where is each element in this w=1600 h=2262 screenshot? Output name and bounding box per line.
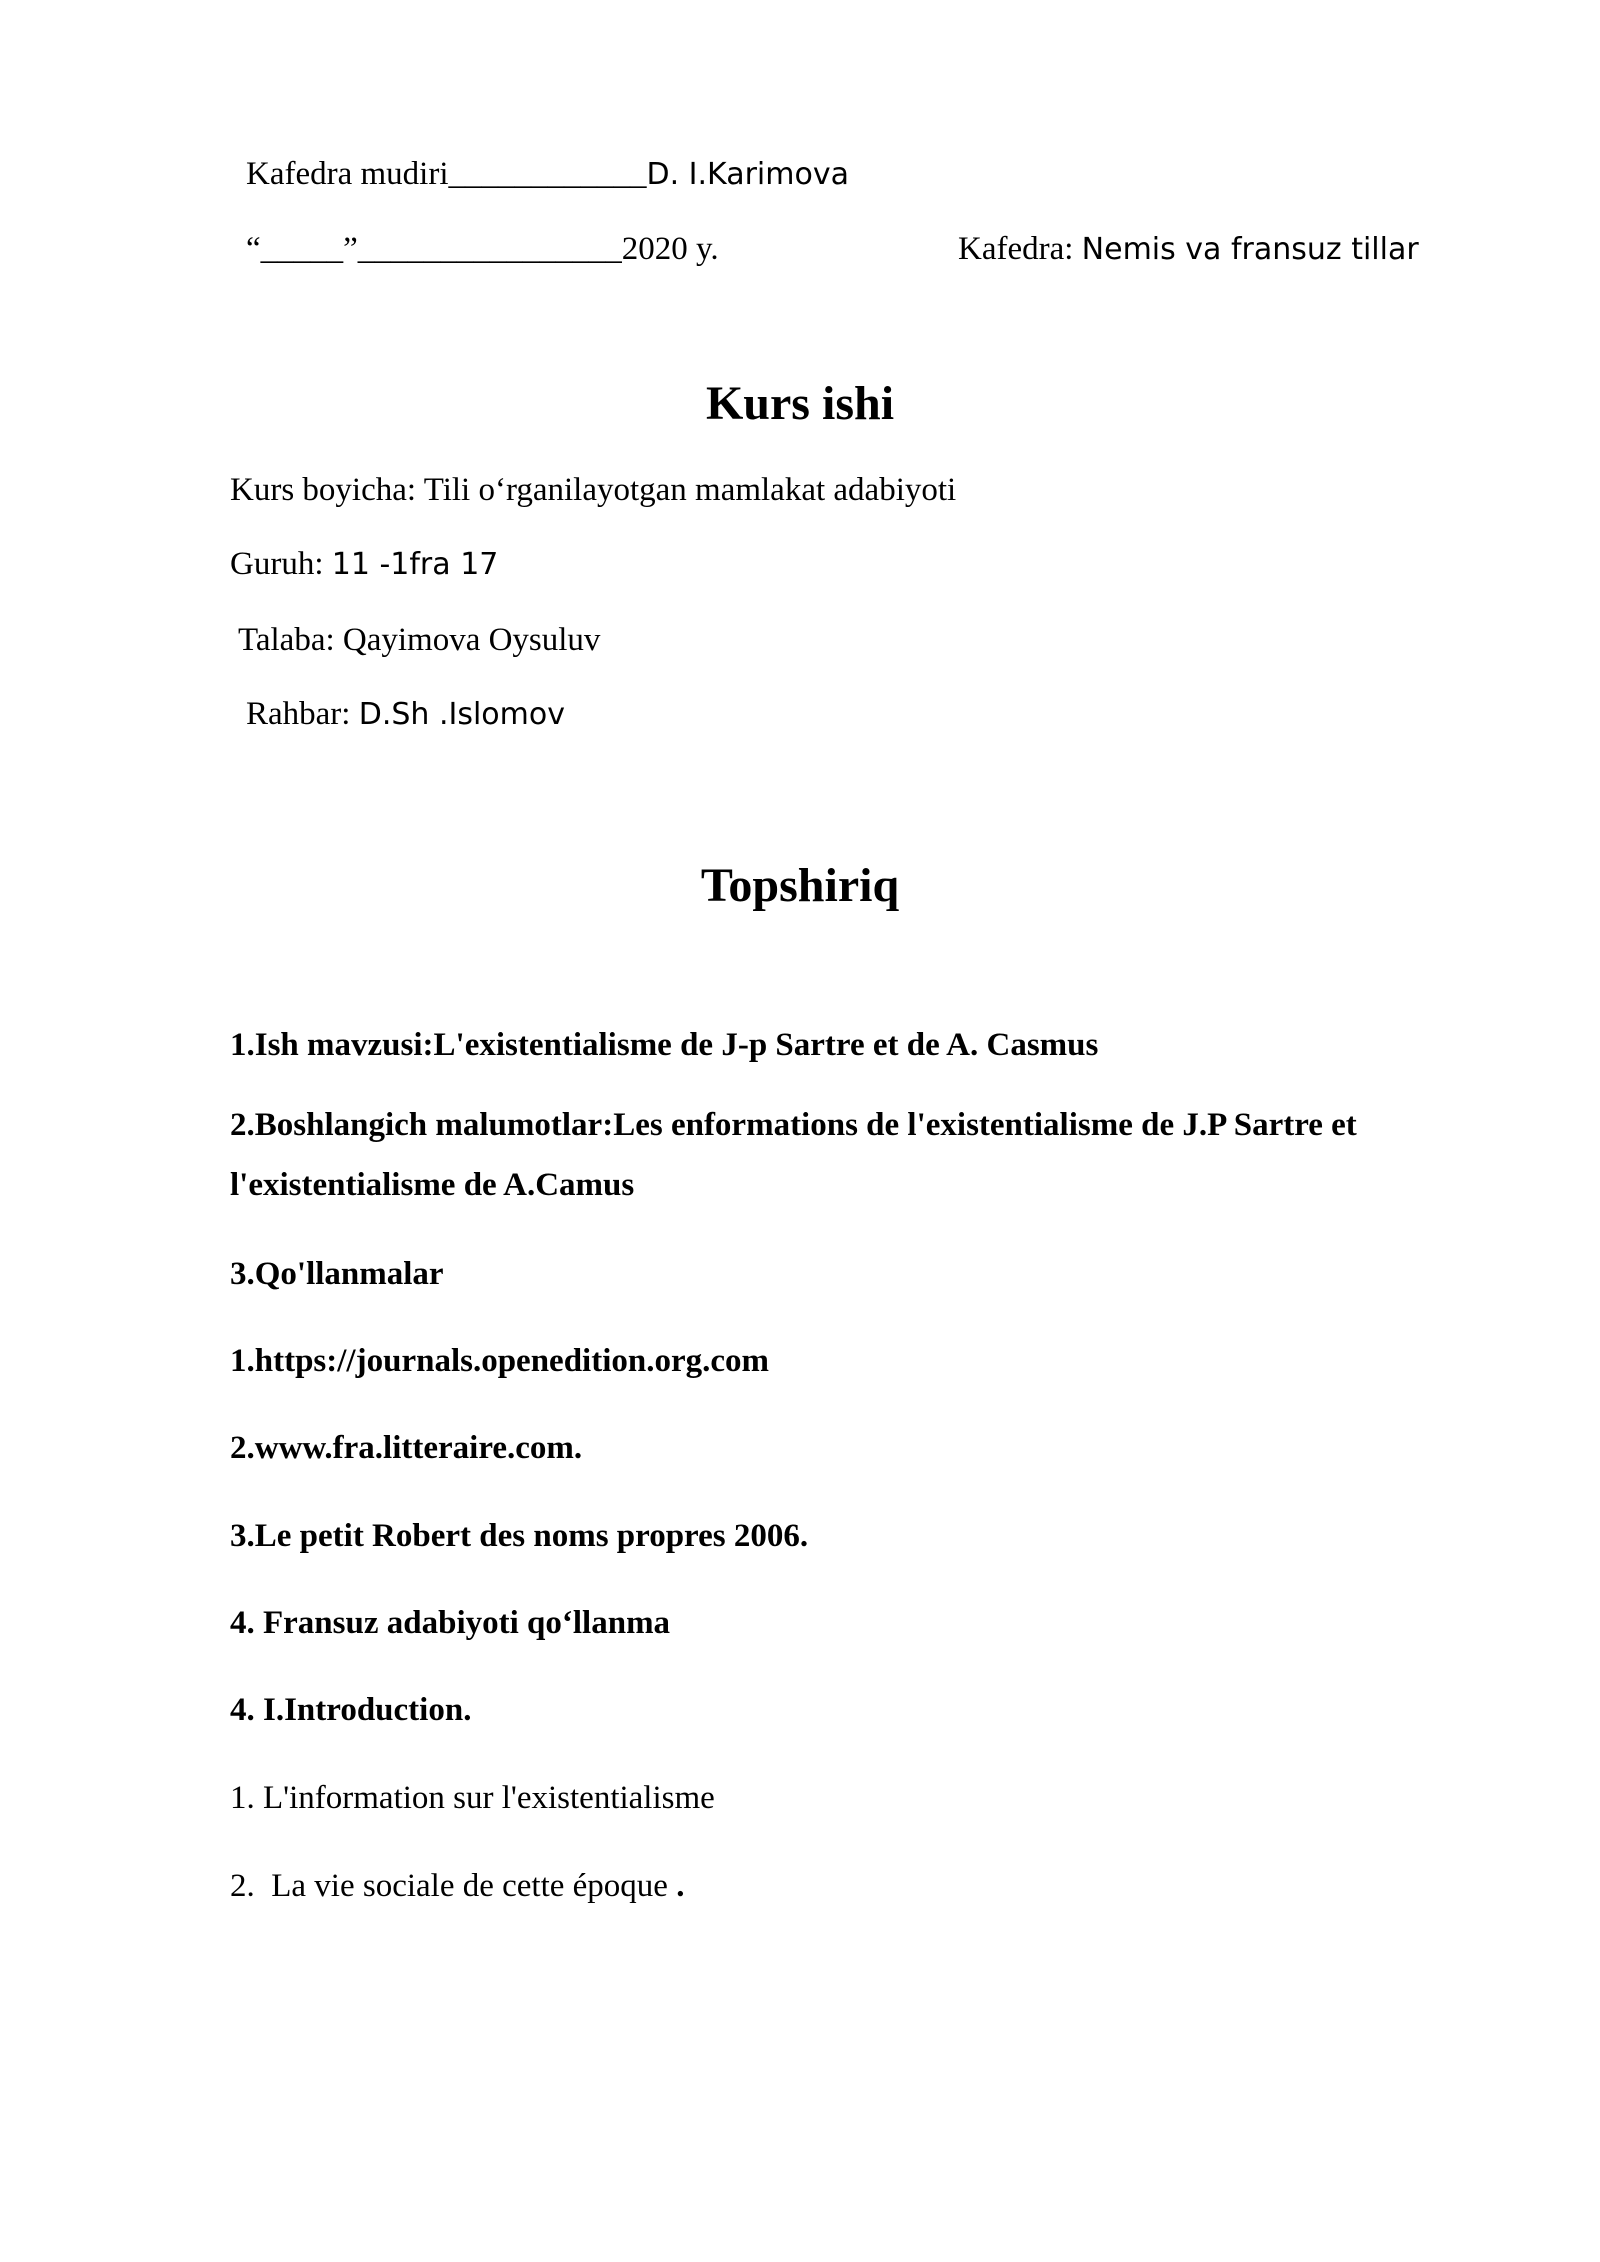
signature-blank: ____________ bbox=[448, 156, 647, 192]
introduction-point-1: 1. L'information sur l'existentialisme bbox=[230, 1780, 715, 1816]
head-of-department-name: D. I.Karimova bbox=[646, 157, 849, 192]
date-blank: “_____”________________ bbox=[246, 231, 622, 267]
assignment-item-manuals: 3.Qo'llanmalar bbox=[230, 1256, 444, 1292]
reference-item-4-number: 4 bbox=[230, 1605, 247, 1641]
reference-item-2: 2.www.fra.litteraire.com. bbox=[230, 1430, 583, 1466]
group-label: Guruh: bbox=[230, 546, 332, 582]
department-line bbox=[958, 229, 1419, 270]
date-year: 2020 y. bbox=[621, 231, 719, 267]
reference-item-4 bbox=[230, 1603, 670, 1643]
course-line: Kurs boyicha: Tili o‘rganilayotgan mamlakat adabiyoti bbox=[230, 472, 957, 508]
head-of-department-label: Kafedra mudiri bbox=[246, 156, 449, 192]
supervisor-label: Rahbar: bbox=[246, 696, 359, 732]
reference-item-1: 1.https://journals.openedition.org.com bbox=[230, 1343, 770, 1379]
coursework-title: Kurs ishi bbox=[705, 377, 895, 430]
department-label: Kafedra: bbox=[958, 231, 1082, 267]
assignment-item-topic: 1.Ish mavzusi:L'existentialisme de J-p Sartre et de A. Casmus bbox=[230, 1027, 1099, 1063]
department-name: Nemis va fransuz tillar bbox=[1081, 232, 1419, 267]
introduction-point-2-period: . bbox=[676, 1868, 685, 1904]
assignment-title: Topshiriq bbox=[700, 859, 900, 912]
assignment-item-initial-data: 2.Boshlangich malumotlar:Les enformations de l'existentialisme de J.P Sartre et l'existentialisme de A.Camus bbox=[230, 1107, 1357, 1203]
head-of-department-line bbox=[246, 154, 849, 195]
group-value: 11 -1fra 17 bbox=[331, 547, 499, 582]
group-line bbox=[230, 544, 498, 585]
supervisor-line bbox=[246, 694, 565, 735]
date-line bbox=[246, 229, 719, 269]
introduction-heading: 4. I.Introduction. bbox=[230, 1692, 472, 1728]
introduction-point-2-text: 2. La vie sociale de cette époque bbox=[230, 1868, 677, 1904]
supervisor-value: D.Sh .Islomov bbox=[358, 697, 565, 732]
reference-item-4-text: . Fransuz adabiyoti qo‘llanma bbox=[246, 1605, 671, 1641]
introduction-point-2 bbox=[230, 1866, 684, 1906]
reference-item-3: 3.Le petit Robert des noms propres 2006. bbox=[230, 1518, 809, 1554]
student-line: Talaba: Qayimova Oysuluv bbox=[238, 622, 601, 658]
